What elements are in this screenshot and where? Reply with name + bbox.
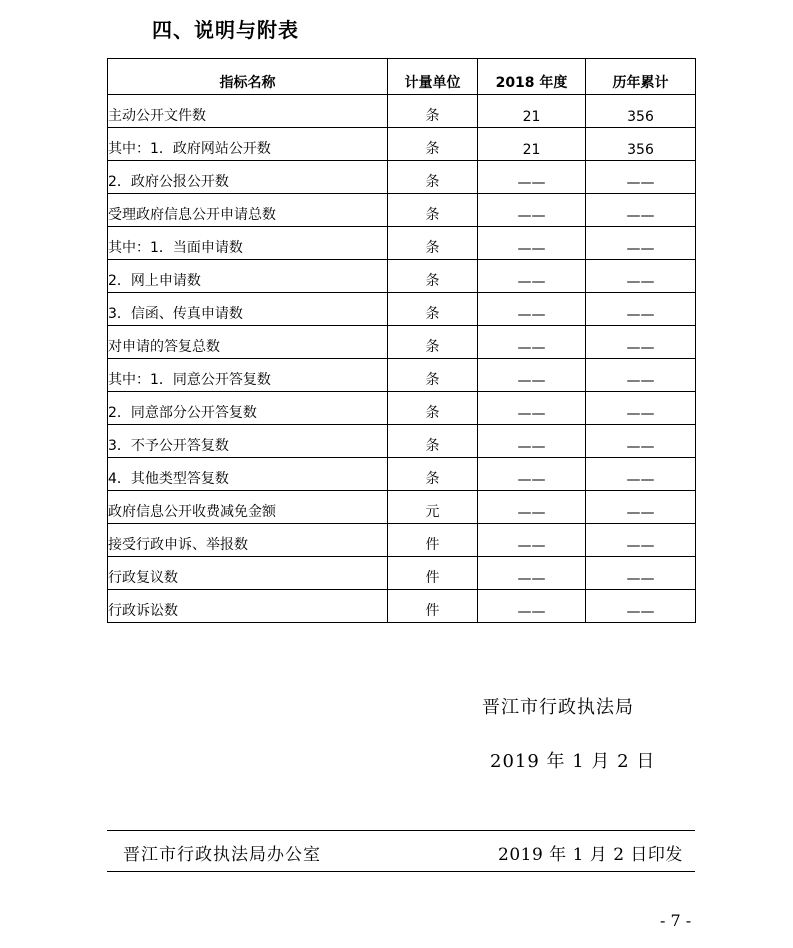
year-value-cell: —— bbox=[478, 293, 586, 326]
table-row bbox=[108, 227, 696, 260]
indicator-name-cell: 其中：1．同意公开答复数 bbox=[108, 359, 388, 392]
unit-cell: 条 bbox=[388, 293, 478, 326]
indicator-name-cell: 2．网上申请数 bbox=[108, 260, 388, 293]
unit-cell: 条 bbox=[388, 161, 478, 194]
table-row bbox=[108, 128, 696, 161]
unit-cell: 件 bbox=[388, 590, 478, 623]
cumulative-value-cell: —— bbox=[586, 227, 696, 260]
table-row bbox=[108, 491, 696, 524]
table-row bbox=[108, 524, 696, 557]
indicator-name-cell: 2．同意部分公开答复数 bbox=[108, 392, 388, 425]
cumulative-value-cell: 356 bbox=[586, 128, 696, 161]
indicator-name-cell: 4．其他类型答复数 bbox=[108, 458, 388, 491]
header-cumulative: 历年累计 bbox=[586, 59, 696, 95]
table-body bbox=[108, 95, 696, 623]
year-value-cell: —— bbox=[478, 326, 586, 359]
year-value-cell: —— bbox=[478, 524, 586, 557]
indicator-name-cell: 2．政府公报公开数 bbox=[108, 161, 388, 194]
unit-cell: 条 bbox=[388, 392, 478, 425]
unit-cell: 条 bbox=[388, 194, 478, 227]
indicator-name-cell: 行政诉讼数 bbox=[108, 590, 388, 623]
year-value-cell: 21 bbox=[478, 128, 586, 161]
table-row bbox=[108, 161, 696, 194]
unit-cell: 条 bbox=[388, 458, 478, 491]
year-value-cell: —— bbox=[478, 557, 586, 590]
unit-cell: 件 bbox=[388, 524, 478, 557]
footer-bottom-rule bbox=[107, 871, 695, 872]
indicator-name-cell: 接受行政申诉、举报数 bbox=[108, 524, 388, 557]
year-value-cell: —— bbox=[478, 359, 586, 392]
cumulative-value-cell: —— bbox=[586, 491, 696, 524]
header-year-2018: 2018 年度 bbox=[478, 59, 586, 95]
table-row bbox=[108, 359, 696, 392]
header-indicator-name: 指标名称 bbox=[108, 59, 388, 95]
unit-cell: 条 bbox=[388, 95, 478, 128]
cumulative-value-cell: —— bbox=[586, 557, 696, 590]
table-row bbox=[108, 557, 696, 590]
cumulative-value-cell: —— bbox=[586, 326, 696, 359]
cumulative-value-cell: —— bbox=[586, 458, 696, 491]
year-value-cell: —— bbox=[478, 194, 586, 227]
table-row bbox=[108, 95, 696, 128]
cumulative-value-cell: —— bbox=[586, 260, 696, 293]
table-row bbox=[108, 293, 696, 326]
indicator-name-cell: 3．信函、传真申请数 bbox=[108, 293, 388, 326]
statistics-table bbox=[107, 58, 696, 623]
indicator-name-cell: 其中：1．政府网站公开数 bbox=[108, 128, 388, 161]
unit-cell: 条 bbox=[388, 227, 478, 260]
table-row bbox=[108, 392, 696, 425]
indicator-name-cell: 受理政府信息公开申请总数 bbox=[108, 194, 388, 227]
indicator-name-cell: 主动公开文件数 bbox=[108, 95, 388, 128]
unit-cell: 条 bbox=[388, 326, 478, 359]
year-value-cell: —— bbox=[478, 161, 586, 194]
table-row bbox=[108, 590, 696, 623]
indicator-name-cell: 3．不予公开答复数 bbox=[108, 425, 388, 458]
table-row bbox=[108, 326, 696, 359]
unit-cell: 件 bbox=[388, 557, 478, 590]
cumulative-value-cell: —— bbox=[586, 293, 696, 326]
cumulative-value-cell: —— bbox=[586, 161, 696, 194]
indicator-name-cell: 行政复议数 bbox=[108, 557, 388, 590]
cumulative-value-cell: —— bbox=[586, 524, 696, 557]
footer-top-rule bbox=[107, 830, 695, 831]
indicator-name-cell: 政府信息公开收费减免金额 bbox=[108, 491, 388, 524]
section-heading: 四、说明与附表 bbox=[152, 18, 299, 42]
cumulative-value-cell: 356 bbox=[586, 95, 696, 128]
cumulative-value-cell: —— bbox=[586, 392, 696, 425]
year-value-cell: —— bbox=[478, 425, 586, 458]
year-value-cell: —— bbox=[478, 590, 586, 623]
year-value-cell: —— bbox=[478, 227, 586, 260]
year-value-cell: —— bbox=[478, 458, 586, 491]
signature-organization: 晋江市行政执法局 bbox=[482, 697, 634, 718]
unit-cell: 条 bbox=[388, 260, 478, 293]
footer-issue-date: 2019 年 1 月 2 日印发 bbox=[498, 845, 683, 865]
table-row bbox=[108, 458, 696, 491]
indicator-name-cell: 其中：1．当面申请数 bbox=[108, 227, 388, 260]
unit-cell: 条 bbox=[388, 425, 478, 458]
cumulative-value-cell: —— bbox=[586, 359, 696, 392]
cumulative-value-cell: —— bbox=[586, 590, 696, 623]
cumulative-value-cell: —— bbox=[586, 194, 696, 227]
unit-cell: 条 bbox=[388, 128, 478, 161]
year-value-cell: —— bbox=[478, 260, 586, 293]
unit-cell: 条 bbox=[388, 359, 478, 392]
indicator-name-cell: 对申请的答复总数 bbox=[108, 326, 388, 359]
cumulative-value-cell: —— bbox=[586, 425, 696, 458]
year-value-cell: 21 bbox=[478, 95, 586, 128]
year-value-cell: —— bbox=[478, 491, 586, 524]
table-row bbox=[108, 425, 696, 458]
year-value-cell: —— bbox=[478, 392, 586, 425]
footer-office: 晋江市行政执法局办公室 bbox=[123, 845, 321, 865]
signature-date: 2019 年 1 月 2 日 bbox=[490, 751, 656, 772]
header-unit: 计量单位 bbox=[388, 59, 478, 95]
table-row bbox=[108, 260, 696, 293]
unit-cell: 元 bbox=[388, 491, 478, 524]
page-number: - 7 - bbox=[660, 911, 692, 930]
table-row bbox=[108, 194, 696, 227]
table-header-row bbox=[108, 59, 696, 95]
